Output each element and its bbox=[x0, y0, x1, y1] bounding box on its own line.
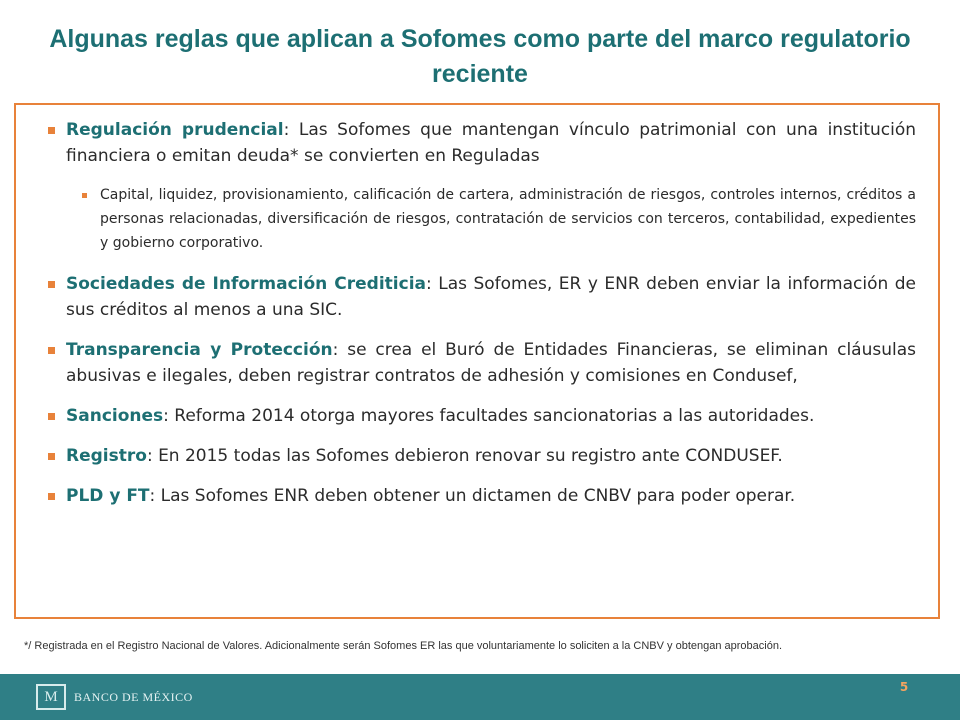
bullet-term: Regulación prudencial bbox=[66, 120, 284, 140]
bullet-marker-icon bbox=[48, 453, 55, 460]
bullet-pld-ft bbox=[48, 483, 916, 509]
bullet-regulacion-prudencial bbox=[48, 117, 916, 169]
bullet-marker-icon bbox=[48, 413, 55, 420]
bullet-text: : se crea el Buró de Entidades Financieras, se eliminan cláusulas abusivas e ilegales, deben registrar contratos de adhesión y comisiones en Condusef, bbox=[66, 340, 916, 386]
bullet-text: : Las Sofomes que mantengan vínculo patrimonial con una institución financiera o emitan deuda* se convierten en Reguladas bbox=[66, 120, 916, 166]
bullet-text: : Las Sofomes, ER y ENR deben enviar la información de sus créditos al menos a una SIC. bbox=[66, 274, 916, 320]
bullet-term: Transparencia y Protección bbox=[66, 340, 333, 360]
banxico-logo bbox=[36, 683, 193, 711]
bullet-term: Sociedades de Información Crediticia bbox=[66, 274, 426, 294]
bullet-marker-icon bbox=[48, 127, 55, 134]
bullet-sic bbox=[48, 271, 916, 323]
footer-bar bbox=[0, 674, 960, 720]
sub-bullet-marker-icon bbox=[82, 193, 87, 198]
footnote: */ Registrada en el Registro Nacional de Valores. Adicionalmente serán Sofomes ER las que voluntariamente lo soliciten a la CNBV y obtengan aprobación. bbox=[24, 640, 783, 652]
bullet-list bbox=[48, 117, 916, 523]
bullet-term: Registro bbox=[66, 446, 147, 466]
bullet-marker-icon bbox=[48, 281, 55, 288]
logo-text: BANCO DE MÉXICO bbox=[74, 689, 193, 704]
bullet-registro bbox=[48, 443, 916, 469]
bullet-sanciones bbox=[48, 403, 916, 429]
bullet-text: : En 2015 todas las Sofomes debieron renovar su registro ante CONDUSEF. bbox=[146, 446, 783, 466]
slide-title: Algunas reglas que aplican a Sofomes como parte del marco regulatorio reciente bbox=[49, 25, 911, 88]
bullet-marker-icon bbox=[48, 493, 55, 500]
bullet-text: : Reforma 2014 otorga mayores facultades sancionatorias a las autoridades. bbox=[163, 406, 815, 426]
bullet-marker-icon bbox=[48, 347, 55, 354]
sub-bullet-text: Capital, liquidez, provisionamiento, calificación de cartera, administración de riesgos, controles internos, créditos a personas relacionadas, diversificación de riesgos, contratación de servicios con terceros, contabilidad, expedientes y gobierno corporativo. bbox=[100, 187, 916, 251]
sub-bullet-capital bbox=[82, 183, 916, 255]
bullet-term: Sanciones bbox=[66, 406, 164, 426]
bullet-transparencia bbox=[48, 337, 916, 389]
banxico-logo-icon: M bbox=[36, 684, 66, 710]
bullet-text: : Las Sofomes ENR deben obtener un dictamen de CNBV para poder operar. bbox=[149, 486, 796, 506]
bullet-term: PLD y FT bbox=[66, 486, 150, 506]
page-number: 5 bbox=[899, 680, 909, 694]
